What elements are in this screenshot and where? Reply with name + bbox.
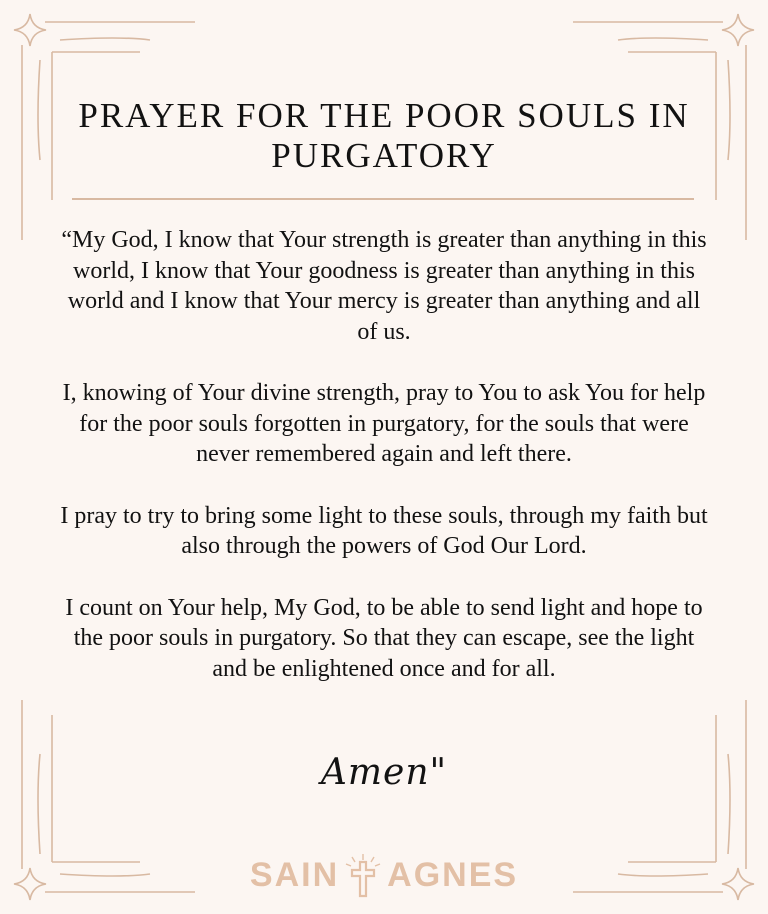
logo-text-left: SAIN <box>249 855 340 894</box>
title-divider <box>72 198 694 200</box>
prayer-paragraph: “My God, I know that Your strength is greater than anything in this world, I know that Your goodness is greater than anything in this world and I know that Your mercy is greater than anything and all of us. <box>61 227 707 345</box>
logo-text-right: AGNES <box>387 855 519 894</box>
corner-star-icon <box>722 14 754 46</box>
prayer-paragraph: I, knowing of Your divine strength, pray to You to ask You for help for the poor souls forgotten in purgatory, for the souls that were never remembered again and left there. <box>62 380 706 467</box>
closing-amen: Amen" <box>320 752 448 793</box>
prayer-paragraph: I count on Your help, My God, to be able to send light and hope to the poor souls in purgatory. So that they can escape, see the light and be enlightened once and for all. <box>65 594 703 682</box>
cross-icon <box>343 852 383 898</box>
corner-star-icon <box>14 14 46 46</box>
prayer-body <box>58 225 710 715</box>
prayer-paragraph: I pray to try to bring some light to these souls, through my faith but also through the powers of God Our Lord. <box>60 502 708 559</box>
page-title: PRAYER FOR THE POOR SOULS IN PURGATORY <box>78 96 690 175</box>
saint-agnes-logo <box>0 852 768 898</box>
